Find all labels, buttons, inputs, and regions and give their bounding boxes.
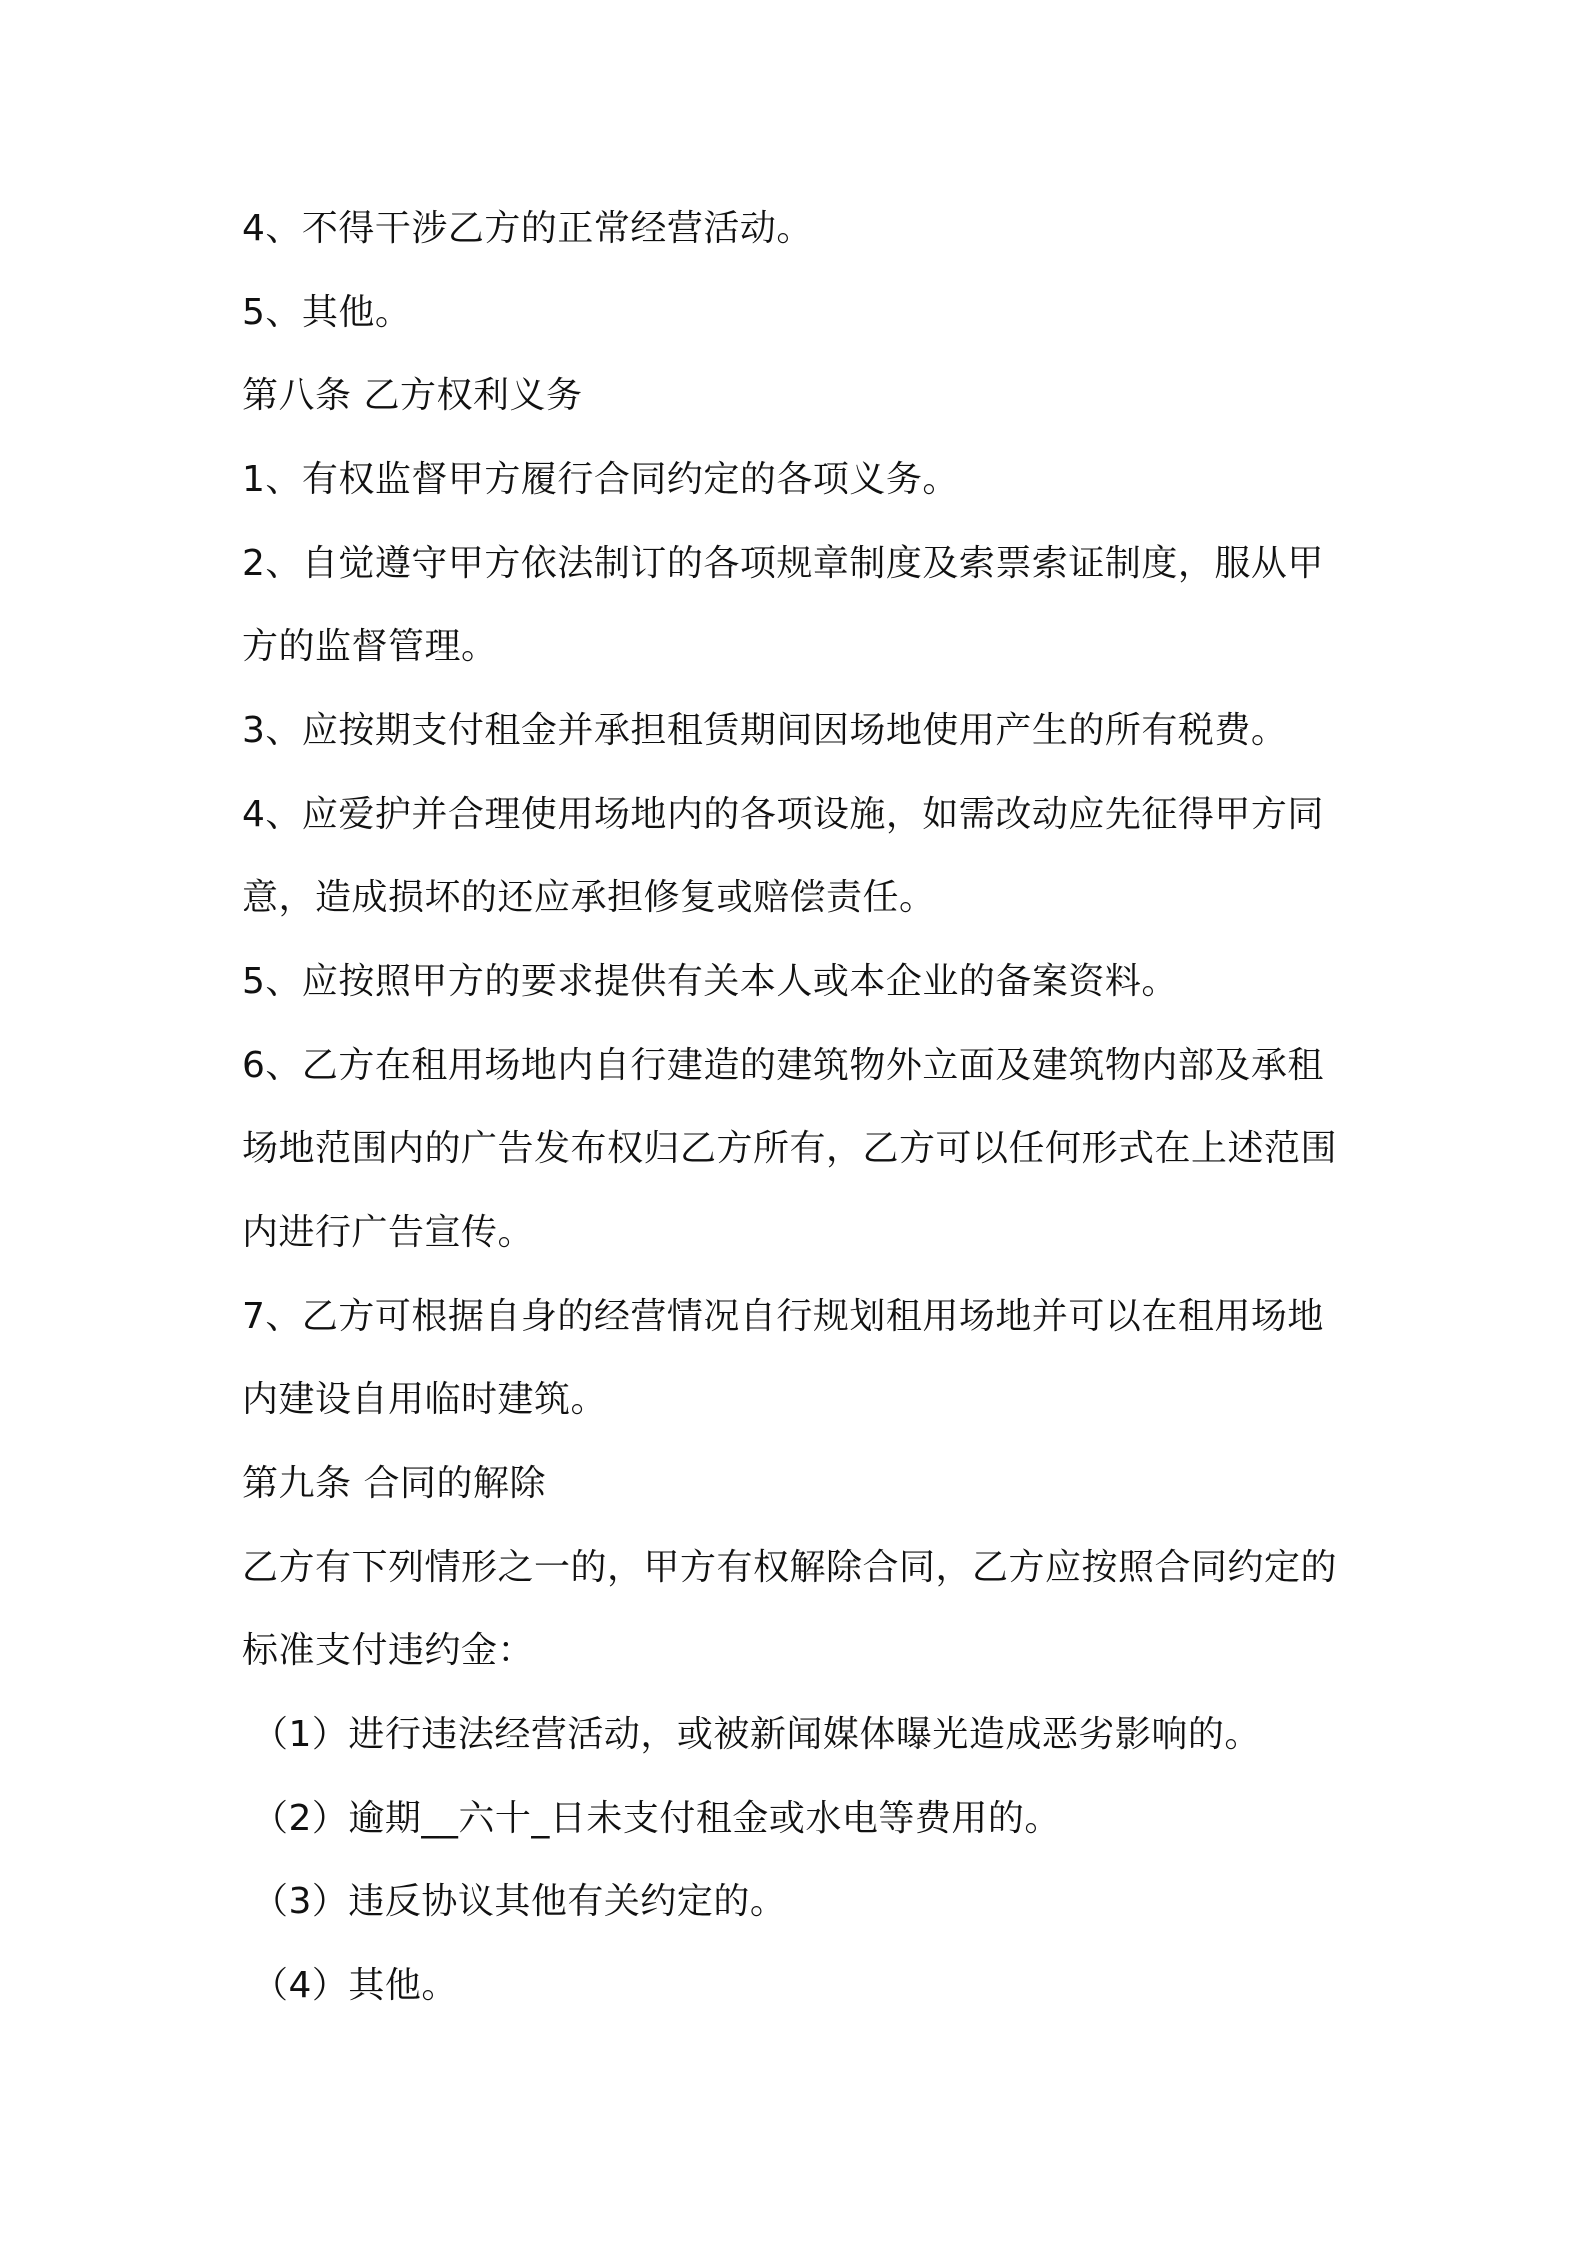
article-8-item-6-line-3: 内进行广告宣传。 — [242, 1212, 535, 1253]
clause-7-item-5: 5、其他。 — [242, 292, 412, 333]
article-8-item-5: 5、应按照甲方的要求提供有关本人或本企业的备案资料。 — [242, 961, 1178, 1002]
article-9-case-3: （3）违反协议其他有关约定的。 — [252, 1881, 787, 1922]
article-9-intro-line-1: 乙方有下列情形之一的，甲方有权解除合同，乙方应按照合同约定的 — [242, 1547, 1338, 1588]
article-8-item-3: 3、应按期支付租金并承担租赁期间因场地使用产生的所有税费。 — [242, 710, 1288, 751]
article-8-item-7-line-2: 内建设自用临时建筑。 — [242, 1379, 608, 1420]
clause-7-item-4: 4、不得干涉乙方的正常经营活动。 — [242, 208, 813, 249]
article-8-item-6-line-2: 场地范围内的广告发布权归乙方所有，乙方可以任何形式在上述范围 — [242, 1128, 1338, 1169]
article-8-item-6-line-1: 6、乙方在租用场地内自行建造的建筑物外立面及建筑物内部及承租 — [242, 1045, 1324, 1086]
article-8-item-2-line-1: 2、自觉遵守甲方依法制订的各项规章制度及索票索证制度，服从甲 — [242, 543, 1324, 584]
article-8-heading: 第八条 乙方权利义务 — [242, 375, 583, 416]
article-8-item-4-line-1: 4、应爱护并合理使用场地内的各项设施，如需改动应先征得甲方同 — [242, 794, 1324, 835]
article-9-case-1: （1）进行违法经营活动，或被新闻媒体曝光造成恶劣影响的。 — [252, 1714, 1261, 1755]
article-9-intro-line-2: 标准支付违约金： — [242, 1630, 535, 1671]
article-8-item-2-line-2: 方的监督管理。 — [242, 626, 498, 667]
article-9-case-4: （4）其他。 — [252, 1965, 458, 2006]
article-8-item-4-line-2: 意，造成损坏的还应承担修复或赔偿责任。 — [242, 877, 936, 918]
article-8-item-7-line-1: 7、乙方可根据自身的经营情况自行规划租用场地并可以在租用场地 — [242, 1296, 1324, 1337]
article-9-heading: 第九条 合同的解除 — [242, 1463, 546, 1504]
article-8-item-1: 1、有权监督甲方履行合同约定的各项义务。 — [242, 459, 959, 500]
article-9-case-2: （2）逾期__六十_日未支付租金或水电等费用的。 — [252, 1798, 1061, 1839]
